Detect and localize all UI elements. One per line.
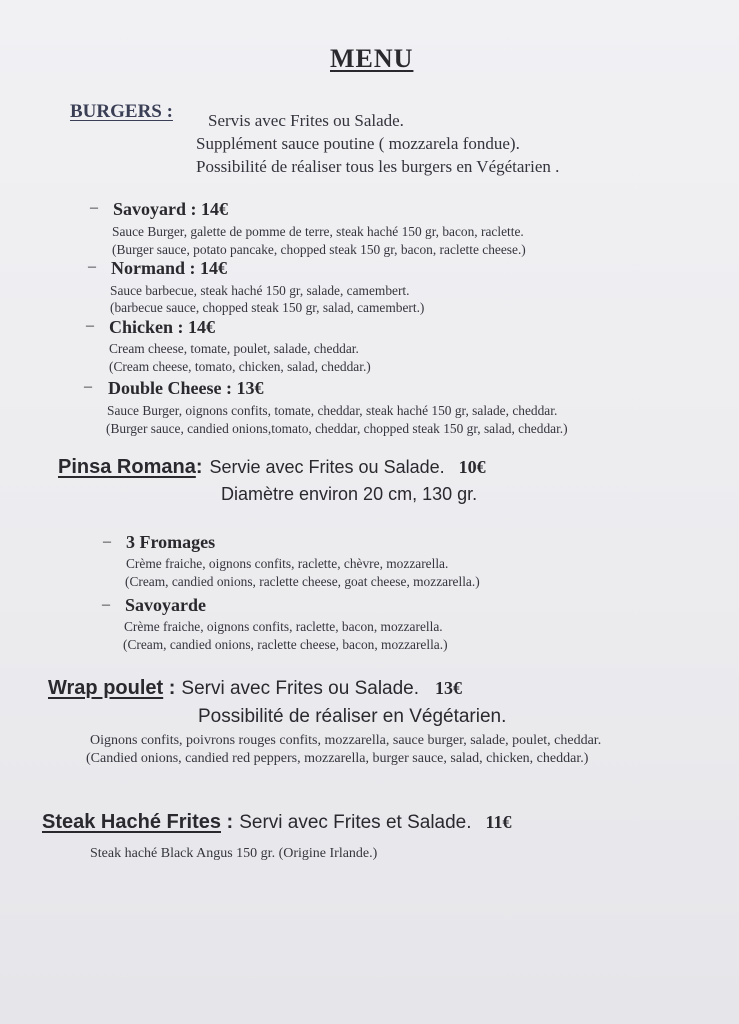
- wrap-desc-fr: Oignons confits, poivrons rouges confits, mozzarella, sauce burger, salade, poulet, cheddar.: [90, 733, 602, 748]
- bullet-dash: –: [84, 378, 92, 395]
- pinsa-savoyarde-name: Savoyarde: [125, 595, 206, 615]
- burger-savoyard-desc-en: (Burger sauce, potato pancake, chopped steak 150 gr, bacon, raclette cheese.): [112, 242, 526, 257]
- pinsa-3-fromages-name: 3 Fromages: [126, 532, 216, 552]
- burgers-note-poutine: Supplément sauce poutine ( mozzarela fondue).: [196, 134, 520, 153]
- wrap-desc-en: (Candied onions, candied red peppers, mozzarella, burger sauce, salad, chicken, cheddar.): [86, 751, 589, 766]
- burger-savoyard-desc-fr: Sauce Burger, galette de pomme de terre, steak haché 150 gr, bacon, raclette.: [112, 224, 524, 239]
- burger-chicken-desc-fr: Cream cheese, tomate, poulet, salade, cheddar.: [109, 341, 359, 356]
- burgers-heading: BURGERS :: [70, 101, 173, 122]
- burger-chicken-desc-en: (Cream cheese, tomato, chicken, salad, cheddar.): [109, 359, 371, 374]
- pinsa-savoyarde-desc-en: (Cream, candied onions, raclette cheese, bacon, mozzarella.): [123, 637, 448, 652]
- burger-normand-desc-en: (barbecue sauce, chopped steak 150 gr, salad, camembert.): [110, 300, 425, 315]
- burger-savoyard-name: Savoyard : 14€: [113, 199, 229, 219]
- burger-double-cheese-desc-fr: Sauce Burger, oignons confits, tomate, cheddar, steak haché 150 gr, salade, cheddar.: [107, 403, 558, 418]
- pinsa-savoyarde-desc-fr: Crème fraiche, oignons confits, raclette, bacon, mozzarella.: [124, 619, 443, 634]
- bullet-dash: –: [103, 533, 111, 550]
- bullet-dash: –: [86, 317, 94, 334]
- bullet-dash: –: [88, 258, 96, 275]
- burger-double-cheese-name: Double Cheese : 13€: [108, 378, 264, 398]
- bullet-dash: –: [90, 199, 98, 216]
- menu-title: MENU: [330, 44, 414, 73]
- wrap-price: 13€: [435, 678, 463, 698]
- burgers-note-vegetarian: Possibilité de réaliser tous les burgers en Végétarien .: [196, 157, 560, 176]
- pinsa-header-line: [58, 456, 486, 479]
- burgers-note-serving: Servis avec Frites ou Salade.: [208, 111, 404, 130]
- burger-chicken-name: Chicken : 14€: [109, 317, 216, 337]
- wrap-colon: :: [163, 677, 176, 699]
- pinsa-heading: Pinsa Romana: [58, 456, 196, 478]
- wrap-note: Servi avec Frites ou Salade.: [181, 678, 420, 699]
- steak-price: 11€: [485, 812, 512, 832]
- steak-header-line: [42, 811, 512, 834]
- pinsa-size: Diamètre environ 20 cm, 130 gr.: [221, 484, 478, 504]
- pinsa-colon: :: [195, 456, 203, 478]
- steak-heading: Steak Haché Frites: [42, 811, 221, 833]
- burger-normand-name: Normand : 14€: [111, 258, 227, 278]
- pinsa-3-fromages-desc-fr: Crème fraiche, oignons confits, raclette, chèvre, mozzarella.: [126, 556, 449, 571]
- wrap-header-line: [48, 677, 462, 700]
- burger-normand-desc-fr: Sauce barbecue, steak haché 150 gr, salade, camembert.: [110, 283, 410, 298]
- pinsa-note: Servie avec Frites ou Salade.: [209, 457, 445, 477]
- wrap-heading: Wrap poulet: [48, 677, 164, 699]
- steak-colon: :: [220, 811, 234, 833]
- burger-double-cheese-desc-en: (Burger sauce, candied onions,tomato, cheddar, chopped steak 150 gr, salad, cheddar.): [106, 421, 568, 436]
- pinsa-3-fromages-desc-en: (Cream, candied onions, raclette cheese, goat cheese, mozzarella.): [125, 574, 480, 589]
- steak-note: Servi avec Frites et Salade.: [239, 812, 472, 833]
- wrap-vegetarian: Possibilité de réaliser en Végétarien.: [198, 706, 507, 727]
- pinsa-price: 10€: [458, 457, 486, 477]
- bullet-dash: –: [102, 596, 110, 613]
- steak-desc: Steak haché Black Angus 150 gr. (Origine Irlande.): [90, 846, 378, 861]
